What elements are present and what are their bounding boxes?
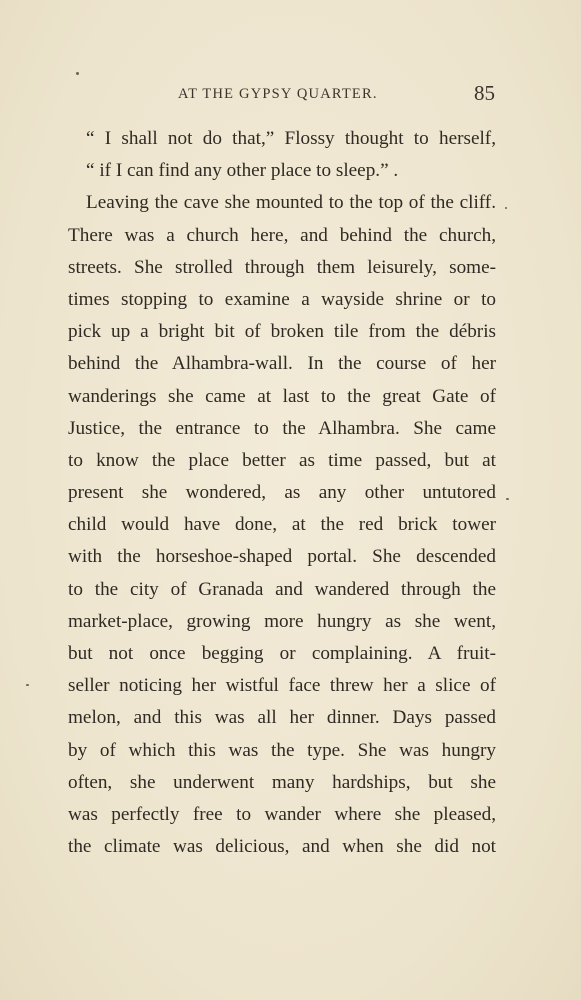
text-line: market-place, growing more hungry as she went, xyxy=(68,610,496,632)
ink-speck xyxy=(506,498,509,500)
text-line: present she wondered, as any other untutored xyxy=(68,482,496,504)
body-text xyxy=(68,123,496,863)
text-line: times stopping to examine a wayside shrine or to xyxy=(68,288,496,310)
text-line: “ I shall not do that,” Flossy thought to herself, xyxy=(86,128,496,149)
page-number: 85 xyxy=(474,81,495,105)
ink-speck xyxy=(76,72,79,75)
text-line: seller noticing her wistful face threw her a slice of xyxy=(68,675,496,697)
text-line: child would have done, at the red brick tower xyxy=(68,514,496,536)
text-line: There was a church here, and behind the church, xyxy=(68,224,496,246)
text-line: by of which this was the type. She was hungry xyxy=(68,739,496,761)
ink-speck xyxy=(26,684,29,686)
text-line: but not once begging or complaining. A fruit- xyxy=(68,643,496,664)
running-head: AT THE GYPSY QUARTER. xyxy=(178,86,378,102)
text-line: melon, and this was all her dinner. Days passed xyxy=(68,707,496,729)
text-line: “ if I can find any other place to sleep.” . xyxy=(86,160,399,182)
text-line: pick up a bright bit of broken tile from the débris xyxy=(68,321,496,343)
text-line: was perfectly free to wander where she pleased, xyxy=(68,803,496,825)
text-line: to know the place better as time passed, but at xyxy=(68,449,496,471)
text-line: the climate was delicious, and when she did not xyxy=(68,836,496,858)
text-line: with the horseshoe-shaped portal. She descended xyxy=(68,546,496,568)
text-line: wanderings she came at last to the great Gate of xyxy=(68,385,496,407)
text-line: streets. She strolled through them leisurely, some- xyxy=(68,256,496,278)
text-line: Justice, the entrance to the Alhambra. She came xyxy=(68,417,496,439)
text-line: Leaving the cave she mounted to the top of the cliff. xyxy=(86,192,496,214)
text-line: behind the Alhambra-wall. In the course of her xyxy=(68,353,496,375)
text-line: often, she underwent many hardships, but she xyxy=(68,771,496,793)
text-line: to the city of Granada and wandered through the xyxy=(68,578,496,600)
page-header xyxy=(0,83,581,107)
ink-speck xyxy=(505,207,507,209)
